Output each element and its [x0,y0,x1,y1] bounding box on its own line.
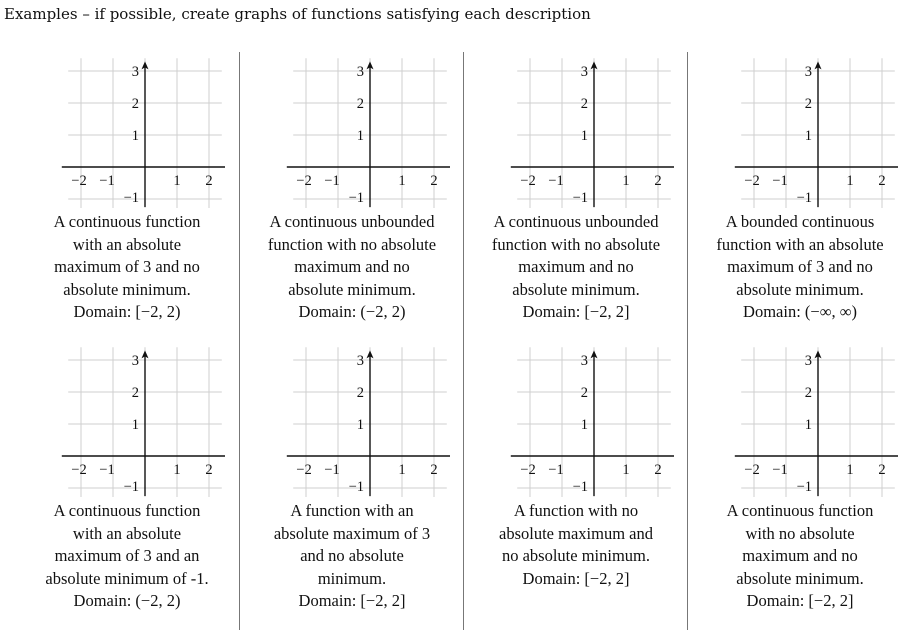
description-line: maximum of 3 and no [54,257,200,277]
y-tick-label-negative: −1 [348,190,364,206]
description-line: absolute maximum of 3 [273,523,431,543]
x-tick-label: −2 [744,462,760,478]
y-tick-label: 3 [131,64,139,80]
y-tick-label: 1 [804,417,812,433]
coordinate-axes [708,58,898,208]
y-tick-label-negative: −1 [572,479,588,495]
function-description [240,211,464,324]
function-description [15,500,239,613]
x-tick-label: −2 [744,173,760,189]
y-tick-label: 2 [804,96,812,112]
function-description [15,211,239,324]
coordinate-axes [35,347,225,497]
y-tick-label-negative: −1 [348,479,364,495]
description-line: A bounded continuous [725,212,875,231]
description-line: no absolute minimum. [501,546,651,566]
description-line: maximum of 3 and no [727,257,873,277]
x-tick-label: 2 [430,173,438,189]
description-line: function with no absolute [267,234,437,254]
x-tick-label: 2 [878,173,886,189]
description-line: and no absolute [300,546,404,566]
y-tick-label: 2 [356,96,364,112]
example-cell [240,341,464,630]
x-tick-label: −1 [99,462,115,478]
example-cell [464,341,688,630]
column-4 [687,52,912,630]
x-tick-label: 2 [205,462,213,478]
description-line: minimum. [317,568,387,588]
coordinate-axes [484,347,674,497]
x-tick-label: −2 [520,173,536,189]
page-title: Examples – if possible, create graphs of functions satisfying each description [4,5,591,23]
coordinate-axes [35,58,225,208]
y-tick-label: 1 [804,128,812,144]
y-tick-label: 3 [804,64,812,80]
y-tick-label: 3 [356,353,364,369]
x-tick-label: −2 [520,462,536,478]
y-tick-label: 3 [804,353,812,369]
description-line: maximum and no [518,257,634,277]
y-tick-label: 1 [356,417,364,433]
y-tick-label: 1 [131,417,139,433]
description-line: maximum and no [742,546,858,566]
y-tick-label: 2 [131,96,139,112]
description-line: A continuous function [726,501,874,520]
function-description [240,500,464,613]
description-line: with no absolute [745,523,855,543]
coordinate-axes [260,58,450,208]
coordinate-axes [708,347,898,497]
description-line: A continuous function [53,501,201,520]
function-description [688,211,912,324]
description-line: A function with an [290,501,414,520]
domain-line: Domain: [−2, 2] [522,302,630,322]
y-tick-label-negative: −1 [572,190,588,206]
y-tick-label: 3 [131,353,139,369]
x-tick-label: 1 [846,173,854,189]
x-tick-label: −1 [324,462,340,478]
x-tick-label: −1 [772,173,788,189]
x-tick-label: 1 [846,462,854,478]
description-line: absolute maximum and [499,523,653,543]
x-tick-label: −1 [548,173,564,189]
x-tick-label: 2 [430,462,438,478]
x-tick-label: −1 [99,173,115,189]
x-tick-label: −2 [71,173,87,189]
description-line: maximum and no [294,257,410,277]
x-tick-label: 1 [398,462,406,478]
function-description [688,500,912,613]
y-tick-label: 1 [356,128,364,144]
example-cell [464,52,688,341]
x-tick-label: 2 [205,173,213,189]
x-tick-label: −2 [296,462,312,478]
y-tick-label: 3 [580,353,588,369]
example-cell [15,341,239,630]
function-description [464,500,688,590]
y-tick-label-negative: −1 [796,190,812,206]
description-line: with an absolute [72,523,182,543]
function-description [464,211,688,324]
description-line: A continuous unbounded [493,212,659,231]
description-line: with an absolute [72,234,182,254]
example-cell [240,52,464,341]
description-line: A continuous unbounded [269,212,435,231]
x-tick-label: 2 [654,462,662,478]
description-line: absolute minimum. [63,279,191,299]
x-tick-label: 2 [878,462,886,478]
example-cell [15,52,239,341]
x-tick-label: −1 [548,462,564,478]
description-line: absolute minimum. [736,279,864,299]
column-1 [15,52,239,630]
description-line: absolute minimum of -1. [45,568,209,588]
domain-line: Domain: [−2, 2] [298,591,406,611]
y-tick-label: 2 [580,96,588,112]
description-line: absolute minimum. [288,279,416,299]
y-tick-label-negative: −1 [123,479,139,495]
description-line: function with no absolute [491,234,661,254]
example-cell [688,341,912,630]
y-tick-label: 1 [580,128,588,144]
x-tick-label: −1 [772,462,788,478]
y-tick-label: 1 [580,417,588,433]
x-tick-label: −2 [71,462,87,478]
description-line: absolute minimum. [512,279,640,299]
description-line: A function with no [513,501,639,520]
description-line: function with an absolute [716,234,884,254]
x-tick-label: 1 [622,462,630,478]
example-cell [688,52,912,341]
y-tick-label: 2 [131,385,139,401]
coordinate-axes [260,347,450,497]
y-tick-label: 3 [580,64,588,80]
x-tick-label: −1 [324,173,340,189]
domain-line: Domain: [−2, 2) [73,302,181,322]
y-tick-label: 2 [356,385,364,401]
domain-line: Domain: [−2, 2] [522,568,630,588]
x-tick-label: 1 [173,173,181,189]
x-tick-label: 1 [398,173,406,189]
y-tick-label-negative: −1 [123,190,139,206]
y-tick-label: 2 [804,385,812,401]
column-3 [463,52,688,630]
x-tick-label: 1 [173,462,181,478]
description-line: absolute minimum. [736,568,864,588]
y-tick-label: 2 [580,385,588,401]
column-2 [239,52,464,630]
domain-line: Domain: [−2, 2] [746,591,854,611]
x-tick-label: −2 [296,173,312,189]
y-tick-label-negative: −1 [796,479,812,495]
description-line: maximum of 3 and an [54,546,200,566]
coordinate-axes [484,58,674,208]
y-tick-label: 1 [131,128,139,144]
domain-line: Domain: (−2, 2) [298,302,406,322]
domain-line: Domain: (−2, 2) [73,591,181,611]
description-line: A continuous function [53,212,201,231]
domain-line: Domain: (−∞, ∞) [743,302,857,322]
y-tick-label: 3 [356,64,364,80]
x-tick-label: 1 [622,173,630,189]
x-tick-label: 2 [654,173,662,189]
